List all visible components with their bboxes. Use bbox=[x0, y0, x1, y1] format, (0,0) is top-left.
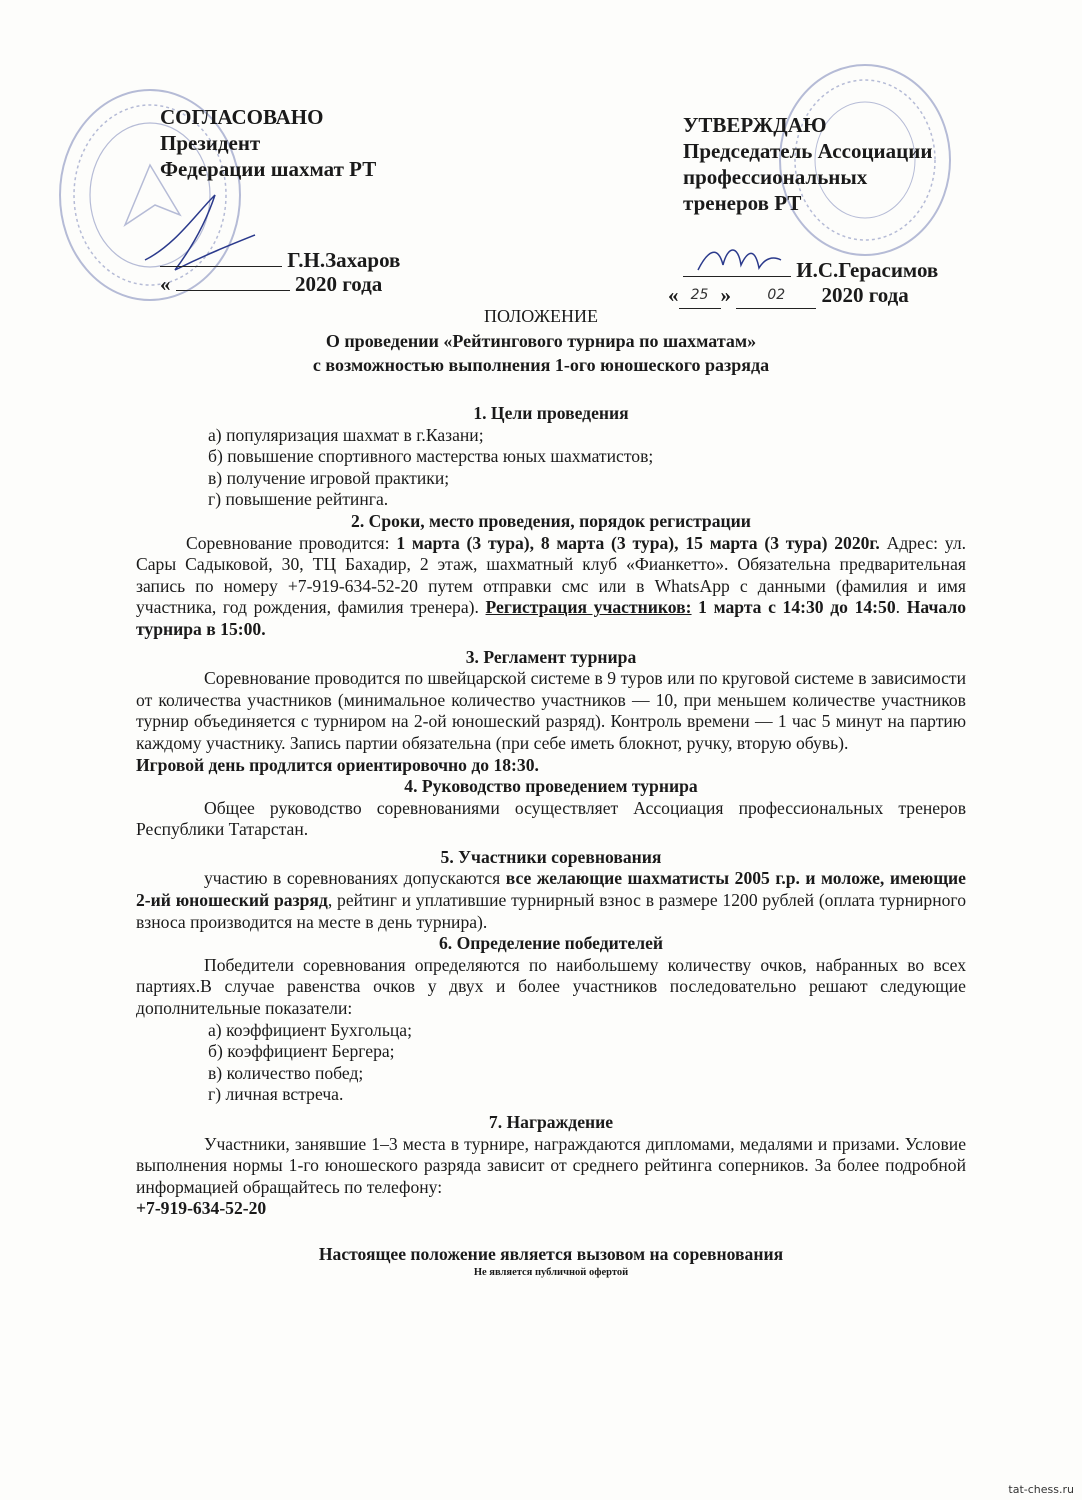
section-4-text: Общее руководство соревнованиями осуществляет Ассоциация профессиональных тренеров Республики Татарстан. bbox=[136, 797, 966, 840]
s5-eligibility: все желающие шахматисты 2005 г.р. и моложе, имеющие 2-ий юношеский разряд bbox=[136, 868, 966, 911]
section-7-text: Участники, занявшие 1–3 места в турнире, награждаются дипломами, медалями и призами. Условие выполнения нормы 1-го юношеского разряда зависит от среднего рейтинга соперников. За более подробной информацией обращайтесь по телефону: bbox=[136, 1133, 966, 1197]
goal-item: в) получение игровой практики; bbox=[208, 467, 450, 488]
goal-item: г) повышение рейтинга. bbox=[208, 489, 389, 510]
chairman-title: Председатель Ассоциации bbox=[683, 139, 933, 163]
section-7-heading: 7. Награждение bbox=[488, 1112, 614, 1132]
section-3-heading: 3. Регламент турнира bbox=[465, 646, 637, 667]
tiebreak-item: а) коэффициент Бухгольца; bbox=[208, 1019, 412, 1040]
s2-dates: 1 марта (3 тура), 8 марта (3 тура), 15 марта (3 тура) 2020г. bbox=[396, 532, 880, 553]
footer-notice: Настоящее положение является вызовом на соревнования bbox=[318, 1243, 784, 1264]
footer-disclaimer: Не является публичной офертой bbox=[473, 1266, 629, 1278]
contact-phone: +7-919-634-52-20 bbox=[136, 1198, 267, 1219]
section-5-text bbox=[136, 868, 966, 933]
approve-label: УТВЕРЖДАЮ bbox=[683, 113, 827, 137]
section-6-heading: 6. Определение победителей bbox=[438, 933, 664, 954]
document-body bbox=[136, 403, 966, 1280]
section-2-text bbox=[136, 533, 966, 641]
date-open-quote: « bbox=[668, 283, 679, 307]
federation-name: Федерации шахмат РТ bbox=[160, 157, 377, 181]
goal-item: б) повышение спортивного мастерства юных шахматистов; bbox=[208, 446, 654, 467]
signer-name-left: Г.Н.Захаров bbox=[287, 248, 401, 272]
date-blank bbox=[176, 290, 290, 291]
document-title: ПОЛОЖЕНИЕ bbox=[484, 306, 598, 326]
section-5-heading: 5. Участники соревнования bbox=[440, 846, 662, 867]
s5-fee: , рейтинг и уплатившие турнирный взнос в размере 1200 рублей (оплата турнирного взноса производится на месте в день турнира). bbox=[136, 890, 966, 932]
document-subtitle: О проведении «Рейтингового турнира по шахматам» bbox=[325, 331, 757, 351]
signer-line-right bbox=[683, 258, 938, 283]
section-4-heading: 4. Руководство проведением турнира bbox=[404, 776, 698, 797]
document-subtitle-2: с возможностью выполнения 1-ого юношеского разряда bbox=[312, 355, 770, 375]
tiebreak-item: в) количество побед; bbox=[208, 1062, 364, 1083]
section-3-text: Соревнование проводится по швейцарской системе в 9 туров или по круговой системе в зависимости от количества участников (минимальное количество участников — 10, при меньшем количестве участников турнир объединяется с турниром на 2-ой юношеский разряд). Контроль времени — 1 час 5 минут на партию каждому участнику. Запись партии обязательна (при себе иметь блокнот, ручку, вторую обувь). bbox=[136, 668, 966, 753]
s2-start-time: Начало турнира в 15:00. bbox=[136, 597, 967, 639]
date-line-left bbox=[160, 272, 382, 297]
date-open-quote: « bbox=[160, 272, 171, 296]
chairman-title-2: профессиональных bbox=[683, 165, 868, 189]
section-6-text: Победители соревнования определяются по наибольшему количеству очков, набранных во всех партиях.В случае равенства очков у двух и более участников последовательно решают следующие дополнительные показатели: bbox=[136, 954, 966, 1019]
approved-label: СОГЛАСОВАНО bbox=[160, 105, 324, 129]
date-close-quote: » bbox=[720, 283, 731, 307]
signature-blank bbox=[160, 266, 282, 267]
signer-name-right: И.С.Герасимов bbox=[796, 258, 939, 282]
approval-block-right bbox=[683, 112, 932, 216]
s2-registration-time: 1 марта с 14:30 до 14:50 bbox=[691, 597, 896, 618]
tiebreak-item: г) личная встреча. bbox=[208, 1084, 344, 1105]
section-1-heading: 1. Цели проведения bbox=[473, 403, 629, 423]
site-watermark: tat-chess.ru bbox=[1008, 1483, 1074, 1496]
s2-address: Адрес: ул. Сары Садыковой, 30, ТЦ Бахадир, 2 этаж, шахматный клуб «Фианкетто». Обязательна предварительная запись по номеру +7-919-634-52-20 путем отправки смс или в WhatsApp с данными (фамилия и имя участника, год рождения, фамилия тренера). bbox=[136, 532, 966, 618]
date-year-right: 2020 года bbox=[821, 283, 909, 307]
president-title: Президент bbox=[160, 131, 261, 155]
goal-item: а) популяризация шахмат в г.Казани; bbox=[208, 424, 484, 445]
date-month: 02 bbox=[767, 287, 786, 303]
section-2-heading: 2. Сроки, место проведения, порядок регистрации bbox=[351, 510, 751, 531]
date-year-left: 2020 года bbox=[295, 272, 383, 296]
approval-block-left bbox=[160, 104, 376, 182]
signature-blank bbox=[683, 276, 791, 277]
section-3-bold-line: Игровой день продлится ориентировочно до 18:30. bbox=[136, 754, 539, 775]
date-day: 25 bbox=[690, 287, 709, 303]
signer-line-left bbox=[160, 248, 400, 273]
s2-registration-label: Регистрация участников: bbox=[485, 597, 692, 618]
s2-separator: . bbox=[895, 597, 907, 618]
s5-intro: участию в соревнованиях допускаются bbox=[204, 868, 506, 889]
chairman-title-3: тренеров РТ bbox=[683, 191, 802, 215]
tiebreak-item: б) коэффициент Бергера; bbox=[208, 1041, 395, 1062]
s2-intro: Соревнование проводится: bbox=[186, 532, 397, 553]
